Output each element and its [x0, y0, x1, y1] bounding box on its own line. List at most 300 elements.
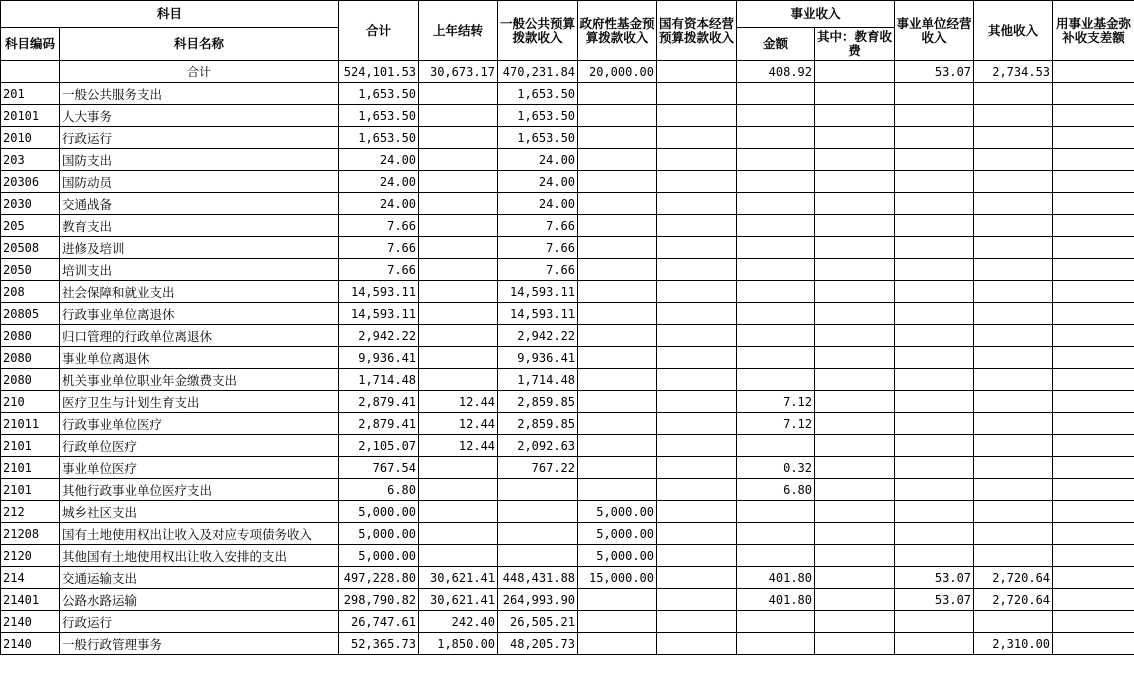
table-row	[1, 347, 1134, 369]
cell-inst-edu	[815, 391, 895, 413]
cell-other	[974, 435, 1053, 457]
cell-fund-offset	[1053, 523, 1134, 545]
cell-carryover: 12.44	[419, 413, 498, 435]
cell-inst-edu	[815, 633, 895, 655]
cell-fund-offset	[1053, 457, 1134, 479]
table-row	[1, 127, 1134, 149]
cell-carryover: 1,850.00	[419, 633, 498, 655]
cell-code: 20306	[1, 171, 60, 193]
cell-name: 交通战备	[60, 193, 339, 215]
cell-code: 20508	[1, 237, 60, 259]
cell-general: 14,593.11	[498, 303, 578, 325]
cell-total: 1,653.50	[339, 105, 419, 127]
cell-name: 事业单位离退休	[60, 347, 339, 369]
cell-code: 2010	[1, 127, 60, 149]
header-row-1	[1, 1, 1134, 28]
table-row	[1, 325, 1134, 347]
cell-general: 1,714.48	[498, 369, 578, 391]
cell-state-capital	[657, 501, 737, 523]
cell-total: 7.66	[339, 215, 419, 237]
total-fund-offset	[1053, 61, 1134, 83]
cell-gov-fund	[578, 215, 657, 237]
cell-inst-edu	[815, 281, 895, 303]
cell-inst-amount	[737, 127, 815, 149]
table-row	[1, 523, 1134, 545]
header-name: 科目名称	[60, 28, 339, 61]
total-total: 524,101.53	[339, 61, 419, 83]
cell-operating	[895, 215, 974, 237]
cell-inst-amount	[737, 105, 815, 127]
cell-inst-edu	[815, 347, 895, 369]
cell-total: 26,747.61	[339, 611, 419, 633]
cell-other	[974, 83, 1053, 105]
table-row	[1, 391, 1134, 413]
cell-general: 767.22	[498, 457, 578, 479]
cell-state-capital	[657, 391, 737, 413]
cell-operating: 53.07	[895, 589, 974, 611]
cell-carryover	[419, 259, 498, 281]
cell-operating	[895, 303, 974, 325]
cell-operating: 53.07	[895, 567, 974, 589]
cell-general: 26,505.21	[498, 611, 578, 633]
cell-operating	[895, 193, 974, 215]
cell-carryover: 242.40	[419, 611, 498, 633]
total-inst-amount: 408.92	[737, 61, 815, 83]
cell-carryover	[419, 369, 498, 391]
cell-carryover	[419, 457, 498, 479]
cell-general: 24.00	[498, 171, 578, 193]
cell-total: 1,653.50	[339, 83, 419, 105]
cell-total: 52,365.73	[339, 633, 419, 655]
cell-operating	[895, 149, 974, 171]
cell-fund-offset	[1053, 83, 1134, 105]
cell-code: 203	[1, 149, 60, 171]
cell-gov-fund	[578, 237, 657, 259]
header-amount: 金额	[737, 28, 815, 61]
cell-general: 9,936.41	[498, 347, 578, 369]
cell-fund-offset	[1053, 281, 1134, 303]
table-row	[1, 457, 1134, 479]
cell-total: 1,653.50	[339, 127, 419, 149]
cell-general: 7.66	[498, 215, 578, 237]
cell-fund-offset	[1053, 435, 1134, 457]
cell-code: 201	[1, 83, 60, 105]
cell-carryover	[419, 281, 498, 303]
total-other: 2,734.53	[974, 61, 1053, 83]
cell-operating	[895, 83, 974, 105]
cell-inst-edu	[815, 171, 895, 193]
cell-state-capital	[657, 127, 737, 149]
cell-state-capital	[657, 325, 737, 347]
cell-gov-fund	[578, 435, 657, 457]
cell-total: 24.00	[339, 193, 419, 215]
cell-gov-fund	[578, 589, 657, 611]
cell-fund-offset	[1053, 215, 1134, 237]
table-row	[1, 215, 1134, 237]
cell-inst-amount: 401.80	[737, 589, 815, 611]
table-row	[1, 633, 1134, 655]
cell-carryover	[419, 193, 498, 215]
cell-inst-amount	[737, 83, 815, 105]
cell-operating	[895, 171, 974, 193]
cell-other	[974, 413, 1053, 435]
cell-fund-offset	[1053, 127, 1134, 149]
cell-gov-fund: 5,000.00	[578, 501, 657, 523]
cell-total: 7.66	[339, 237, 419, 259]
cell-inst-edu	[815, 479, 895, 501]
cell-general: 1,653.50	[498, 127, 578, 149]
cell-name: 其他行政事业单位医疗支出	[60, 479, 339, 501]
total-code-cell	[1, 61, 60, 83]
cell-name: 国防支出	[60, 149, 339, 171]
cell-inst-edu	[815, 501, 895, 523]
cell-gov-fund	[578, 611, 657, 633]
cell-gov-fund	[578, 193, 657, 215]
cell-other	[974, 523, 1053, 545]
total-carryover: 30,673.17	[419, 61, 498, 83]
table-row	[1, 83, 1134, 105]
cell-total: 2,879.41	[339, 391, 419, 413]
cell-other: 2,720.64	[974, 589, 1053, 611]
cell-general	[498, 479, 578, 501]
cell-other	[974, 215, 1053, 237]
header-code: 科目编码	[1, 28, 60, 61]
header-gov-fund: 政府性基金预算拨款收入	[578, 1, 657, 61]
header-other-income: 其他收入	[974, 1, 1053, 61]
cell-general: 14,593.11	[498, 281, 578, 303]
cell-general: 2,859.85	[498, 413, 578, 435]
cell-inst-edu	[815, 193, 895, 215]
cell-operating	[895, 545, 974, 567]
cell-inst-amount: 0.32	[737, 457, 815, 479]
cell-general	[498, 523, 578, 545]
cell-carryover	[419, 237, 498, 259]
cell-code: 208	[1, 281, 60, 303]
table-row	[1, 611, 1134, 633]
cell-fund-offset	[1053, 347, 1134, 369]
cell-carryover: 30,621.41	[419, 567, 498, 589]
cell-operating	[895, 369, 974, 391]
cell-general: 7.66	[498, 259, 578, 281]
cell-inst-amount	[737, 281, 815, 303]
cell-other: 2,310.00	[974, 633, 1053, 655]
cell-operating	[895, 259, 974, 281]
cell-fund-offset	[1053, 567, 1134, 589]
cell-other	[974, 259, 1053, 281]
cell-other	[974, 479, 1053, 501]
cell-state-capital	[657, 435, 737, 457]
cell-gov-fund	[578, 127, 657, 149]
cell-general: 448,431.88	[498, 567, 578, 589]
cell-general: 2,859.85	[498, 391, 578, 413]
cell-code: 2101	[1, 435, 60, 457]
cell-inst-edu	[815, 589, 895, 611]
table-row	[1, 281, 1134, 303]
cell-code: 2101	[1, 479, 60, 501]
cell-operating	[895, 127, 974, 149]
cell-fund-offset	[1053, 589, 1134, 611]
cell-fund-offset	[1053, 501, 1134, 523]
cell-inst-amount	[737, 303, 815, 325]
table-row	[1, 303, 1134, 325]
cell-total: 5,000.00	[339, 501, 419, 523]
cell-inst-edu	[815, 303, 895, 325]
cell-gov-fund	[578, 369, 657, 391]
cell-gov-fund	[578, 479, 657, 501]
cell-total: 24.00	[339, 149, 419, 171]
cell-fund-offset	[1053, 611, 1134, 633]
table-row	[1, 369, 1134, 391]
cell-inst-edu	[815, 457, 895, 479]
cell-code: 20805	[1, 303, 60, 325]
cell-fund-offset	[1053, 545, 1134, 567]
cell-state-capital	[657, 149, 737, 171]
cell-code: 2080	[1, 347, 60, 369]
cell-total: 1,714.48	[339, 369, 419, 391]
cell-state-capital	[657, 303, 737, 325]
cell-name: 公路水路运输	[60, 589, 339, 611]
cell-fund-offset	[1053, 303, 1134, 325]
cell-name: 事业单位医疗	[60, 457, 339, 479]
cell-general: 24.00	[498, 149, 578, 171]
cell-state-capital	[657, 215, 737, 237]
cell-name: 培训支出	[60, 259, 339, 281]
cell-carryover	[419, 325, 498, 347]
cell-inst-amount	[737, 149, 815, 171]
header-edu-fee: 其中：教育收费	[815, 28, 895, 61]
cell-carryover	[419, 83, 498, 105]
cell-operating	[895, 435, 974, 457]
cell-operating	[895, 105, 974, 127]
cell-gov-fund	[578, 633, 657, 655]
cell-inst-edu	[815, 259, 895, 281]
cell-other	[974, 193, 1053, 215]
header-carryover: 上年结转	[419, 1, 498, 61]
cell-gov-fund	[578, 83, 657, 105]
cell-operating	[895, 237, 974, 259]
cell-total: 5,000.00	[339, 545, 419, 567]
cell-code: 214	[1, 567, 60, 589]
cell-total: 2,105.07	[339, 435, 419, 457]
cell-fund-offset	[1053, 105, 1134, 127]
cell-other	[974, 501, 1053, 523]
cell-gov-fund: 15,000.00	[578, 567, 657, 589]
cell-carryover	[419, 215, 498, 237]
cell-inst-amount: 7.12	[737, 391, 815, 413]
cell-other	[974, 149, 1053, 171]
cell-state-capital	[657, 193, 737, 215]
cell-general: 1,653.50	[498, 83, 578, 105]
cell-total: 6.80	[339, 479, 419, 501]
cell-gov-fund	[578, 149, 657, 171]
cell-gov-fund	[578, 281, 657, 303]
cell-fund-offset	[1053, 259, 1134, 281]
cell-inst-edu	[815, 215, 895, 237]
cell-other: 2,720.64	[974, 567, 1053, 589]
cell-name: 归口管理的行政单位离退休	[60, 325, 339, 347]
cell-other	[974, 391, 1053, 413]
cell-inst-amount	[737, 347, 815, 369]
cell-inst-edu	[815, 127, 895, 149]
cell-operating	[895, 457, 974, 479]
cell-operating	[895, 501, 974, 523]
cell-fund-offset	[1053, 149, 1134, 171]
cell-operating	[895, 633, 974, 655]
cell-state-capital	[657, 347, 737, 369]
cell-state-capital	[657, 259, 737, 281]
cell-gov-fund	[578, 457, 657, 479]
cell-inst-edu	[815, 105, 895, 127]
cell-code: 21011	[1, 413, 60, 435]
cell-name: 一般公共服务支出	[60, 83, 339, 105]
cell-state-capital	[657, 105, 737, 127]
cell-fund-offset	[1053, 171, 1134, 193]
cell-gov-fund	[578, 105, 657, 127]
cell-state-capital	[657, 589, 737, 611]
header-state-capital: 国有资本经营预算拨款收入	[657, 1, 737, 61]
cell-total: 497,228.80	[339, 567, 419, 589]
table-row	[1, 259, 1134, 281]
header-fund-offset: 用事业基金弥补收支差额	[1053, 1, 1134, 61]
cell-carryover	[419, 303, 498, 325]
cell-name: 一般行政管理事务	[60, 633, 339, 655]
cell-state-capital	[657, 457, 737, 479]
cell-name: 行政单位医疗	[60, 435, 339, 457]
cell-general	[498, 501, 578, 523]
cell-state-capital	[657, 567, 737, 589]
cell-gov-fund	[578, 303, 657, 325]
cell-name: 进修及培训	[60, 237, 339, 259]
total-row	[1, 61, 1134, 83]
cell-operating	[895, 281, 974, 303]
table-row	[1, 479, 1134, 501]
total-label: 合计	[60, 61, 339, 83]
cell-fund-offset	[1053, 391, 1134, 413]
cell-fund-offset	[1053, 633, 1134, 655]
cell-state-capital	[657, 369, 737, 391]
cell-operating	[895, 391, 974, 413]
cell-carryover	[419, 523, 498, 545]
cell-carryover: 12.44	[419, 391, 498, 413]
cell-operating	[895, 611, 974, 633]
cell-fund-offset	[1053, 237, 1134, 259]
cell-operating	[895, 325, 974, 347]
cell-inst-amount	[737, 633, 815, 655]
cell-name: 医疗卫生与计划生育支出	[60, 391, 339, 413]
cell-fund-offset	[1053, 369, 1134, 391]
cell-code: 2080	[1, 369, 60, 391]
cell-code: 20101	[1, 105, 60, 127]
cell-carryover	[419, 501, 498, 523]
cell-inst-amount: 401.80	[737, 567, 815, 589]
cell-gov-fund	[578, 413, 657, 435]
cell-gov-fund: 5,000.00	[578, 523, 657, 545]
cell-carryover	[419, 171, 498, 193]
cell-inst-edu	[815, 435, 895, 457]
cell-name: 社会保障和就业支出	[60, 281, 339, 303]
cell-code: 2120	[1, 545, 60, 567]
cell-carryover	[419, 545, 498, 567]
cell-name: 交通运输支出	[60, 567, 339, 589]
table-row	[1, 237, 1134, 259]
cell-inst-amount: 7.12	[737, 413, 815, 435]
cell-carryover	[419, 127, 498, 149]
cell-inst-amount	[737, 369, 815, 391]
cell-other	[974, 325, 1053, 347]
cell-name: 国防动员	[60, 171, 339, 193]
cell-name: 城乡社区支出	[60, 501, 339, 523]
cell-code: 2030	[1, 193, 60, 215]
cell-total: 9,936.41	[339, 347, 419, 369]
cell-gov-fund	[578, 391, 657, 413]
cell-inst-edu	[815, 545, 895, 567]
cell-code: 210	[1, 391, 60, 413]
cell-code: 205	[1, 215, 60, 237]
table-row	[1, 545, 1134, 567]
cell-total: 5,000.00	[339, 523, 419, 545]
cell-name: 行政事业单位医疗	[60, 413, 339, 435]
cell-operating	[895, 347, 974, 369]
cell-name: 国有土地使用权出让收入及对应专项债务收入	[60, 523, 339, 545]
cell-total: 7.66	[339, 259, 419, 281]
cell-carryover: 30,621.41	[419, 589, 498, 611]
total-general: 470,231.84	[498, 61, 578, 83]
cell-name: 人大事务	[60, 105, 339, 127]
cell-total: 24.00	[339, 171, 419, 193]
header-operating-income: 事业单位经营收入	[895, 1, 974, 61]
cell-state-capital	[657, 171, 737, 193]
cell-fund-offset	[1053, 413, 1134, 435]
cell-carryover	[419, 105, 498, 127]
cell-other	[974, 347, 1053, 369]
cell-carryover: 12.44	[419, 435, 498, 457]
cell-general: 2,092.63	[498, 435, 578, 457]
table-row	[1, 413, 1134, 435]
cell-name: 其他国有土地使用权出让收入安排的支出	[60, 545, 339, 567]
cell-name: 行政事业单位离退休	[60, 303, 339, 325]
cell-inst-edu	[815, 149, 895, 171]
cell-carryover	[419, 149, 498, 171]
table-row	[1, 105, 1134, 127]
cell-code: 2101	[1, 457, 60, 479]
cell-other	[974, 237, 1053, 259]
cell-state-capital	[657, 523, 737, 545]
cell-general: 24.00	[498, 193, 578, 215]
cell-other	[974, 303, 1053, 325]
table-row	[1, 193, 1134, 215]
cell-other	[974, 171, 1053, 193]
cell-inst-amount	[737, 259, 815, 281]
cell-other	[974, 105, 1053, 127]
header-total: 合计	[339, 1, 419, 61]
cell-inst-edu	[815, 413, 895, 435]
cell-inst-edu	[815, 369, 895, 391]
cell-gov-fund	[578, 347, 657, 369]
table-row	[1, 435, 1134, 457]
header-subject: 科目	[1, 1, 339, 28]
cell-operating	[895, 523, 974, 545]
cell-state-capital	[657, 413, 737, 435]
cell-code: 212	[1, 501, 60, 523]
header-general-budget: 一般公共预算拨款收入	[498, 1, 578, 61]
cell-gov-fund	[578, 259, 657, 281]
cell-general	[498, 545, 578, 567]
cell-inst-amount	[737, 501, 815, 523]
table-row	[1, 567, 1134, 589]
cell-inst-amount	[737, 325, 815, 347]
cell-inst-edu	[815, 523, 895, 545]
cell-general: 1,653.50	[498, 105, 578, 127]
